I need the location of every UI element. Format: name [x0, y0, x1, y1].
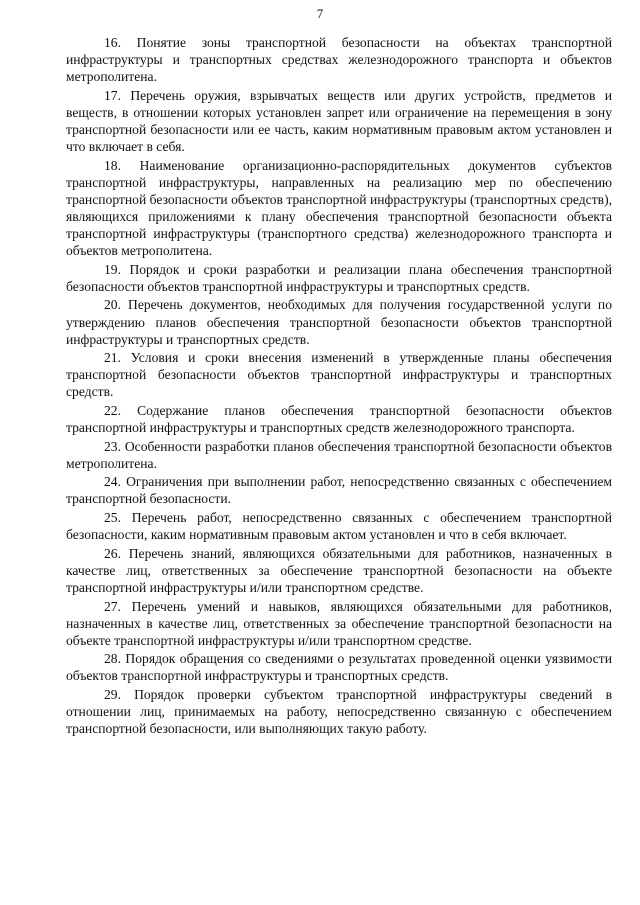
item-number: 27.: [104, 598, 121, 614]
item-text: Перечень работ, непосредственно связанных с обеспечением транспортной безопасности, каким нормативным правовым актом установлен и что в себя включает.: [66, 510, 612, 543]
item-text: Ограничения при выполнении работ, непосредственно связанных с обеспечением транспортной безопасности.: [66, 474, 612, 507]
list-item: [66, 157, 612, 260]
item-number: 22.: [104, 402, 121, 418]
item-number: 25.: [104, 510, 121, 526]
list-item: [66, 686, 612, 737]
list-item: [66, 598, 612, 649]
item-number: 23.: [104, 438, 121, 454]
item-number: 26.: [104, 545, 121, 561]
list-item: [66, 650, 612, 684]
item-number: 24.: [104, 474, 121, 490]
list-item: [66, 402, 612, 436]
item-number: 19.: [104, 261, 121, 277]
item-number: 20.: [104, 297, 121, 313]
item-text: Особенности разработки планов обеспечения транспортной безопасности объектов метрополитена.: [66, 438, 612, 471]
item-number: 29.: [104, 686, 121, 702]
list-item: [66, 349, 612, 400]
list-item: [66, 296, 612, 347]
item-text: Условия и сроки внесения изменений в утвержденные планы обеспечения транспортной безопасности объектов транспортной инфраструктуры и транспортных средств.: [66, 350, 612, 400]
list-item: [66, 261, 612, 295]
document-body: [66, 34, 612, 737]
item-text: Порядок и сроки разработки и реализации плана обеспечения транспортной безопасности объектов транспортной инфраструктуры и транспортных средств.: [66, 261, 612, 294]
item-number: 18.: [104, 157, 121, 173]
item-text: Понятие зоны транспортной безопасности на объектах транспортной инфраструктуры и транспортных средствах железнодорожного транспорта и объектов метрополитена.: [66, 35, 612, 85]
item-text: Перечень знаний, являющихся обязательными для работников, назначенных в качестве лиц, ответственных за обеспечение транспортной безопасности на объекте транспортной инфраструктуры и/или транспортном средстве.: [66, 545, 612, 595]
item-number: 16.: [104, 35, 121, 50]
page-number: 7: [316, 6, 324, 21]
item-number: 28.: [104, 651, 121, 667]
list-item: [66, 87, 612, 155]
item-text: Перечень умений и навыков, являющихся обязательными для работников, назначенных в качестве лиц, ответственных за обеспечение транспортной безопасности на объекте транспортной инфраструктуры и/или транспортном средстве.: [66, 598, 612, 648]
item-text: Порядок обращения со сведениями о результатах проведенной оценки уязвимости объектов транспортной инфраструктуры и транспортных средств.: [66, 651, 612, 684]
item-text: Наименование организационно-распорядительных документов субъектов транспортной инфраструктуры, направленных на реализацию мер по обеспечению транспортной безопасности объектов транспортной инфраструктуры (транспортных средств), являющихся приложениями к плану обеспечения транспортной безопасности объекта транспортной инфраструктуры (транспортного средства) железнодорожного транспорта и объектов метрополитена.: [66, 157, 612, 259]
item-number: 21.: [104, 350, 121, 366]
item-text: Перечень документов, необходимых для получения государственной услуги по утверждению планов обеспечения транспортной безопасности объектов транспортной инфраструктуры и транспортных средств.: [66, 297, 612, 347]
list-item: [66, 509, 612, 543]
list-item: [66, 438, 612, 472]
list-item: [66, 473, 612, 507]
item-text: Содержание планов обеспечения транспортной безопасности объектов транспортной инфраструктуры и транспортных средств железнодорожного транспорта.: [66, 402, 612, 436]
item-number: 17.: [104, 87, 121, 103]
item-text: Перечень оружия, взрывчатых веществ или других устройств, предметов и веществ, в отношении которых установлен запрет или ограничение на перемещения в зону транспортной безопасности или ее часть, каким нормативным правовым актом установлен и что включает в себя.: [66, 87, 612, 155]
list-item: [66, 34, 612, 85]
list-item: [66, 545, 612, 596]
item-text: Порядок проверки субъектом транспортной инфраструктуры сведений в отношении лиц, принимаемых на работу, непосредственно связанную с обеспечением транспортной безопасности, или выполняющих такую работу.: [66, 686, 612, 737]
